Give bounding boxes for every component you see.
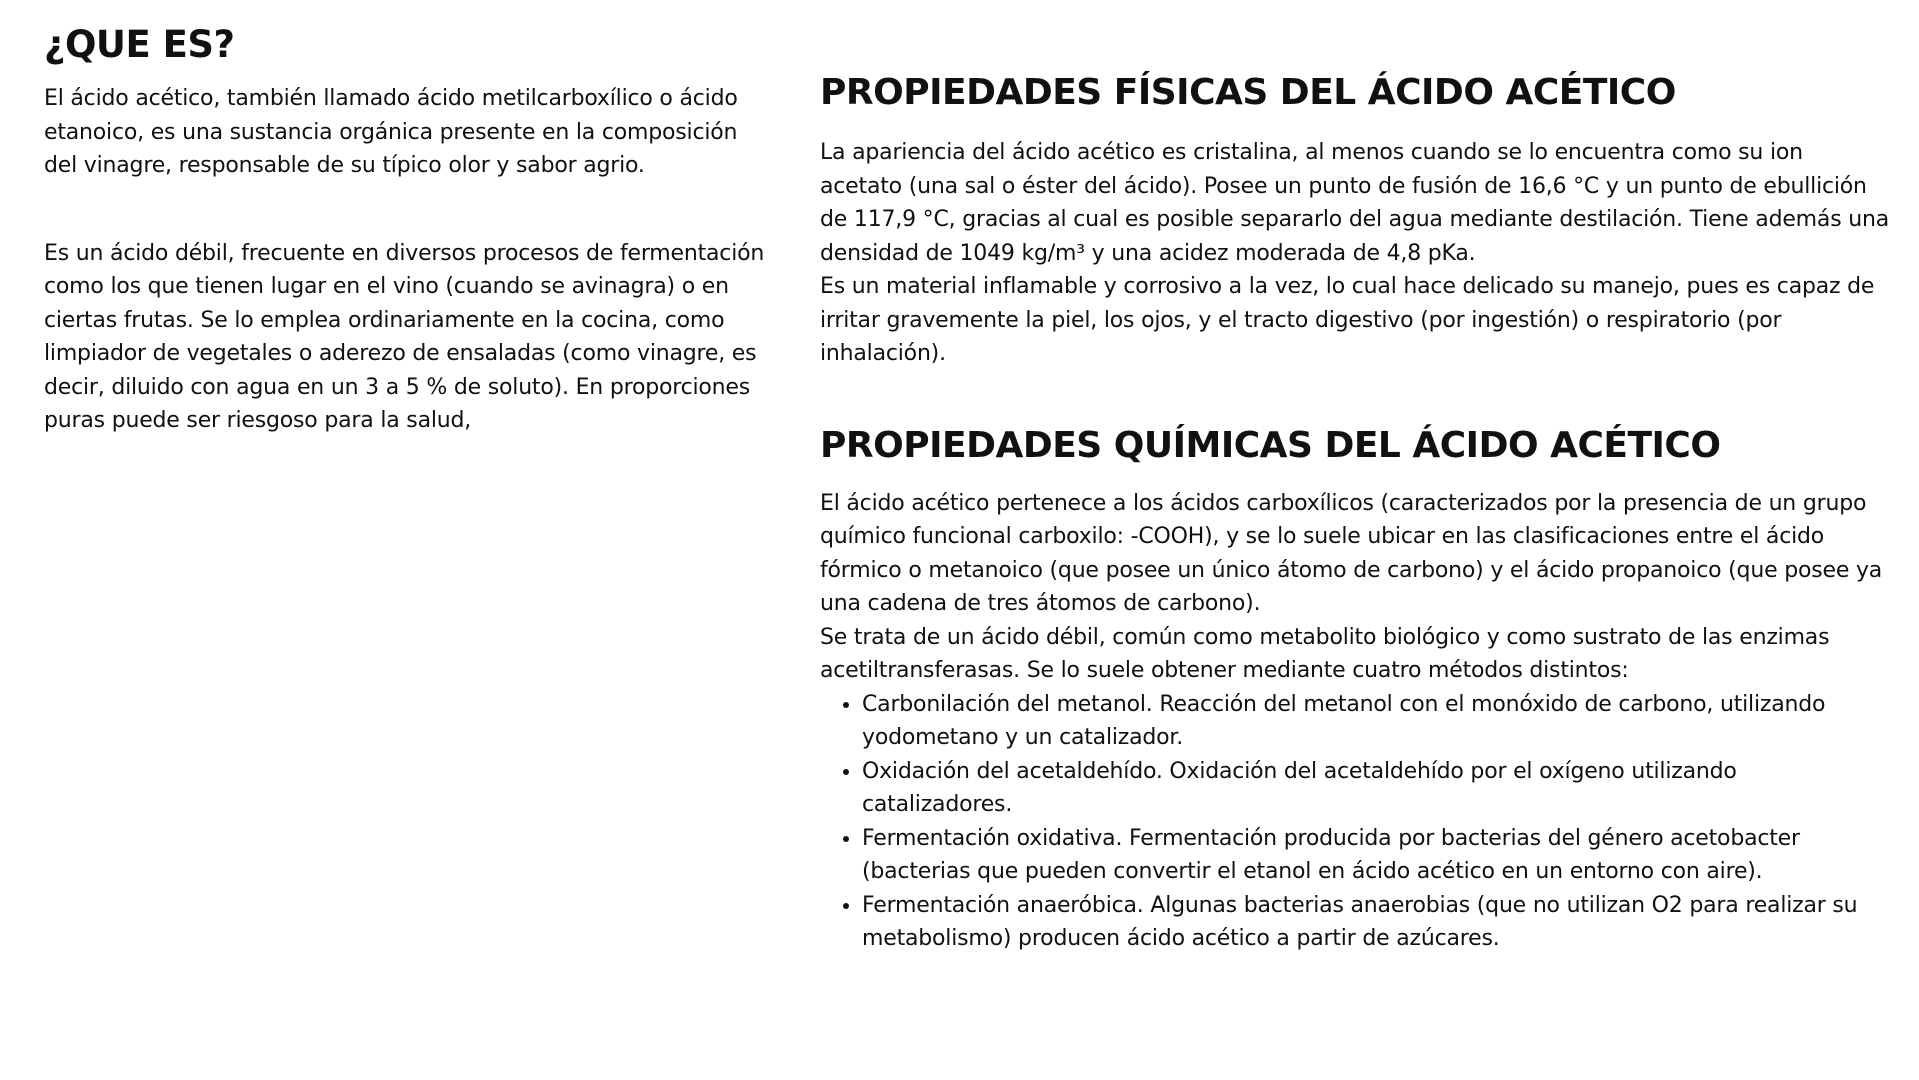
- list-item: • Fermentación anaeróbica. Algunas bacterias anaerobias (que no utilizan O2 para realizar su metabolismo) producen ácido acético a partir de azúcares.: [862, 889, 1890, 956]
- fisicas-paragraph-2: Es un material inflamable y corrosivo a la vez, lo cual hace delicado su manejo, pues es capaz de irritar gravemente la piel, los ojos, y el tracto digestivo (por ingestión) o respiratorio (por inhalación).: [820, 274, 1875, 366]
- que-es-paragraph-2: Es un ácido débil, frecuente en diversos procesos de fermentación como los que tienen lugar en el vino (cuando se avinagra) o en ciertas frutas. Se lo emplea ordinariamente en la cocina, como limpiador de vegetales o aderezo de ensaladas (como vinagre, es decir, diluido con agua en un 3 a 5 % de soluto). En proporciones puras puede ser riesgoso para la salud,: [44, 240, 765, 433]
- quimicas-title: PROPIEDADES QUÍMICAS DEL ÁCIDO ACÉTICO: [820, 424, 1721, 466]
- fisicas-section: [820, 68, 1890, 371]
- que-es-paragraph-1: El ácido acético, también llamado ácido metilcarboxílico o ácido etanoico, es una sustancia orgánica presente en la composición del vinagre, responsable de su típico olor y sabor agrio.: [44, 86, 738, 178]
- list-item: • Oxidación del acetaldehído. Oxidación del acetaldehído por el oxígeno utilizando catalizadores.: [862, 755, 1890, 822]
- que-es-title: ¿QUE ES?: [44, 23, 235, 66]
- propiedades-section: [820, 68, 1890, 956]
- list-item: • Fermentación oxidativa. Fermentación producida por bacterias del género acetobacter (bacterias que pueden convertir el etanol en ácido acético en un entorno con aire).: [862, 822, 1890, 889]
- quimicas-section: [820, 421, 1890, 956]
- quimicas-paragraph-1: El ácido acético pertenece a los ácidos carboxílicos (caracterizados por la presencia de un grupo químico funcional carboxilo: -COOH), y se lo suele ubicar en las clasificaciones entre el ácido fórmico o metanoico (que posee un único átomo de carbono) y el ácido propanoico (que posee ya una cadena de tres átomos de carbono).: [820, 490, 1883, 616]
- quimicas-paragraph-2: Se trata de un ácido débil, común como metabolito biológico y como sustrato de las enzimas acetiltransferasas. Se lo suele obtener mediante cuatro métodos distintos:: [820, 624, 1830, 683]
- methods-list: [820, 688, 1890, 956]
- list-item: • Carbonilación del metanol. Reacción del metanol con el monóxido de carbono, utilizando yodometano y un catalizador.: [862, 688, 1890, 755]
- fisicas-title: PROPIEDADES FÍSICAS DEL ÁCIDO ACÉTICO: [820, 72, 1676, 113]
- que-es-section: [44, 20, 769, 438]
- fisicas-paragraph-1: La apariencia del ácido acético es cristalina, al menos cuando se lo encuentra como su ion acetato (una sal o éster del ácido). Posee un punto de fusión de 16,6 °C y un punto de ebullición de 117,9 °C, gracias al cual es posible separarlo del agua mediante destilación. Tiene además una densidad de 1049 kg/m³ y una acidez moderada de 4,8 pKa.: [820, 140, 1890, 266]
